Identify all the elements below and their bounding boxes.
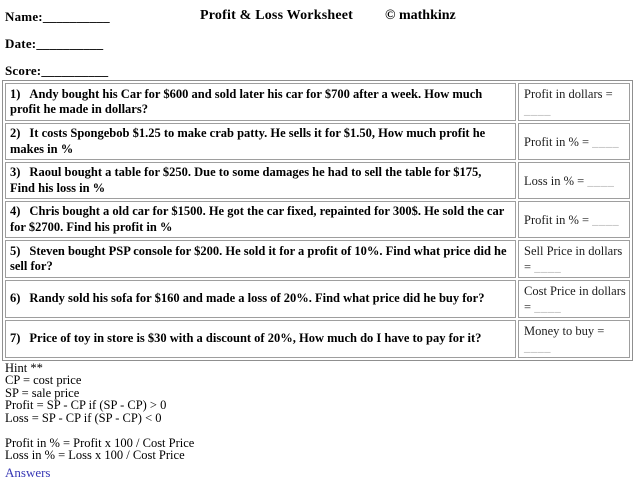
answer-cell bbox=[518, 162, 630, 199]
hints-block bbox=[5, 362, 194, 462]
question-text: Steven bought PSP console for $200. He sold it for a profit of 10%. Find what price did he sell for? bbox=[10, 243, 507, 273]
answer-blank: ____ bbox=[524, 340, 551, 354]
question-cell bbox=[5, 320, 516, 358]
table-row bbox=[5, 240, 630, 278]
question-text: Chris bought a old car for $1500. He got the car fixed, repainted for 300$. He sold the car for $2700. Find his profit in % bbox=[10, 204, 505, 234]
question-number: 2) bbox=[10, 126, 21, 140]
answer-label: Cost Price in dollars = bbox=[524, 284, 626, 314]
question-number: 1) bbox=[10, 86, 21, 101]
answer-cell bbox=[518, 280, 630, 318]
date-blank: __________ bbox=[36, 36, 104, 51]
question-cell bbox=[5, 123, 516, 160]
hint-line: Profit = SP - CP if (SP - CP) > 0 bbox=[5, 398, 167, 413]
question-number: 5) bbox=[10, 243, 21, 258]
name-blank: __________ bbox=[42, 9, 110, 24]
answer-blank: ____ bbox=[592, 134, 620, 149]
name-field bbox=[5, 9, 110, 25]
question-text: Andy bought his Car for $600 and sold later his car for $700 after a week. How much profit he made in dollars? bbox=[10, 86, 483, 116]
answer-blank: ____ bbox=[587, 173, 615, 188]
answer-cell bbox=[518, 123, 630, 160]
answer-cell bbox=[518, 320, 630, 358]
hint-line: Loss = SP - CP if (SP - CP) < 0 bbox=[5, 410, 162, 425]
answer-label: Profit in % = bbox=[524, 134, 590, 149]
questions-table bbox=[2, 80, 633, 361]
answer-cell bbox=[518, 201, 630, 238]
hint-line: Loss in % = Loss x 100 / Cost Price bbox=[5, 448, 185, 463]
table-row bbox=[5, 83, 630, 121]
answer-label: Money to buy = bbox=[524, 324, 605, 338]
table-row bbox=[5, 320, 630, 358]
question-text: Raoul bought a table for $250. Due to some damages he had to sell the table for $175, Find his loss in % bbox=[10, 165, 482, 195]
answer-cell bbox=[518, 240, 630, 278]
hint-line: Hint ** bbox=[5, 361, 43, 375]
answer-label: Sell Price in dollars = bbox=[524, 244, 623, 274]
question-text: Randy sold his sofa for $160 and made a loss of 20%. Find what price did he buy for? bbox=[29, 291, 485, 306]
answer-blank: ____ bbox=[534, 300, 562, 314]
question-cell bbox=[5, 201, 516, 238]
hint-line: SP = sale price bbox=[5, 385, 80, 400]
answer-blank: ____ bbox=[534, 260, 562, 274]
question-cell bbox=[5, 240, 516, 278]
question-number: 3) bbox=[10, 165, 21, 179]
copyright-text: © mathkinz bbox=[385, 8, 456, 23]
question-number: 4) bbox=[10, 204, 21, 218]
score-field bbox=[5, 63, 108, 79]
question-number: 6) bbox=[10, 291, 21, 306]
table-row bbox=[5, 280, 630, 318]
hint-line: Profit in % = Profit x 100 / Cost Price bbox=[5, 436, 195, 451]
question-cell bbox=[5, 162, 516, 199]
table-row bbox=[5, 201, 630, 238]
question-cell bbox=[5, 280, 516, 318]
question-cell bbox=[5, 83, 516, 121]
answer-cell bbox=[518, 83, 630, 121]
score-label: Score: bbox=[5, 63, 42, 78]
question-number: 7) bbox=[10, 331, 21, 346]
score-blank: __________ bbox=[41, 63, 109, 78]
answers-link[interactable]: Answers bbox=[5, 465, 51, 480]
date-label: Date: bbox=[5, 36, 37, 51]
answer-label: Profit in dollars = bbox=[524, 87, 613, 101]
answer-label: Loss in % = bbox=[524, 173, 585, 188]
question-text: Price of toy in store is $30 with a discount of 20%, How much do I have to pay for it? bbox=[29, 331, 482, 346]
answer-label: Profit in % = bbox=[524, 212, 590, 227]
answer-blank: ____ bbox=[592, 212, 620, 227]
table-row bbox=[5, 123, 630, 160]
question-text: It costs Spongebob $1.25 to make crab patty. He sells it for $1.50, How much profit he makes in % bbox=[10, 126, 486, 156]
table-row bbox=[5, 162, 630, 199]
page-title: Profit & Loss Worksheet bbox=[200, 8, 354, 23]
answer-blank: ____ bbox=[524, 103, 551, 117]
date-field bbox=[5, 36, 103, 52]
name-label: Name: bbox=[5, 9, 43, 24]
hint-line: CP = cost price bbox=[5, 373, 82, 388]
